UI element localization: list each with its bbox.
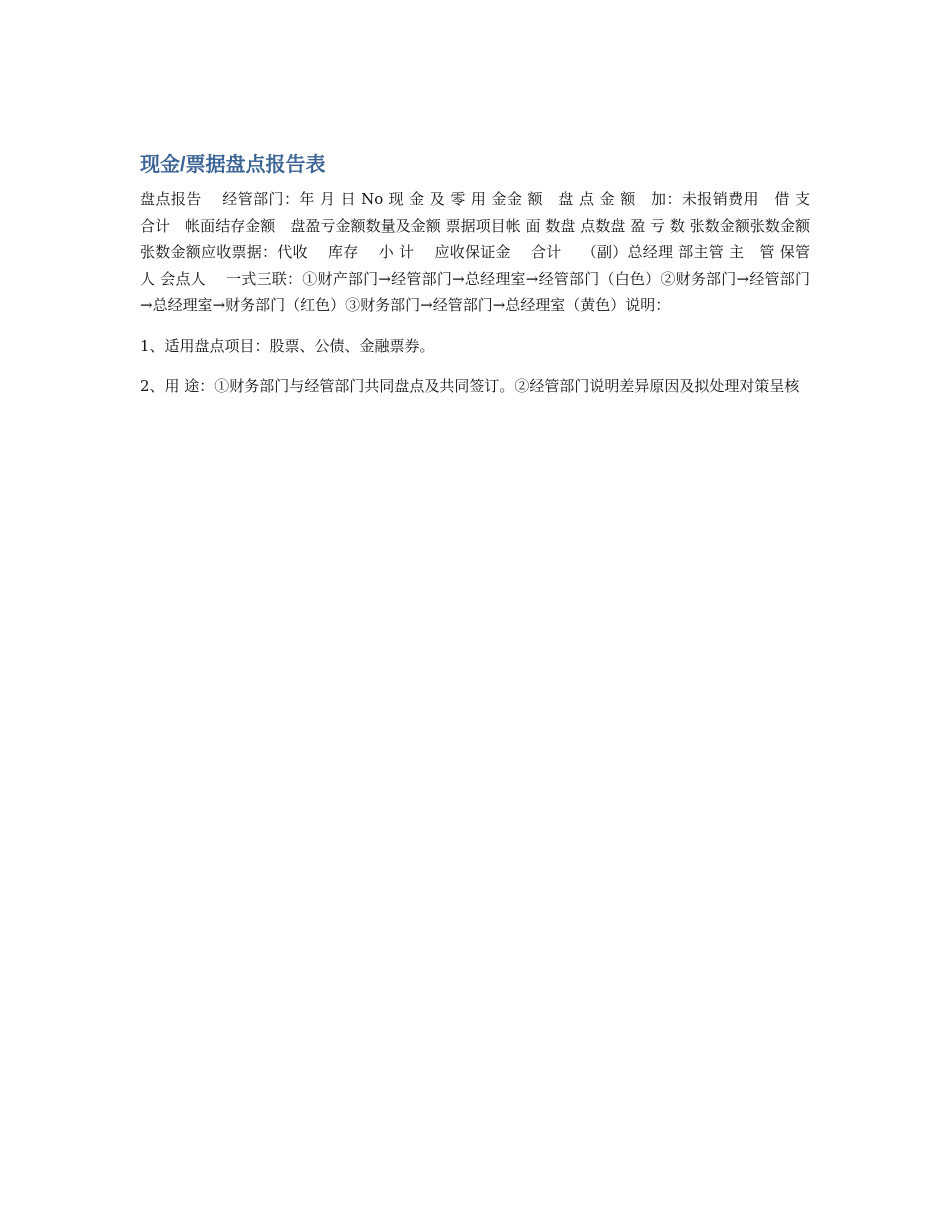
note-item-2: 2、用 途：①财务部门与经管部门共同盘点及共同签订。②经管部门说明差异原因及拟处理对策呈核 [140,377,800,395]
note-item-1: 1、适用盘点项目：股票、公债、金融票券。 [140,336,435,355]
document-page [140,150,826,414]
document-title: 现金/票据盘点报告表 [140,154,326,176]
report-body-paragraph: 盘点报告 经管部门：年 月 日 No 现 金 及 零 用 金金 额 盘 点 金 额 加：未报销费用 借 支 合计 帐面结存金额 盘盈亏金额数量及金额 票据项目帐 面 数盘 点数盘 盈 亏 数 张数金额张数金额张数金额应收票据：代收 库存 小 计 应收保证金 合计 （副）总经理 部主管 主 管 保管人 会点人 一式三联：①财产部门→经管部门→总经理室→经管部门（白色）②财务部门→经管部门→总经理室→财务部门（红色）③财务部门→经管部门→总经理室（黄色）说明： [140,190,826,314]
